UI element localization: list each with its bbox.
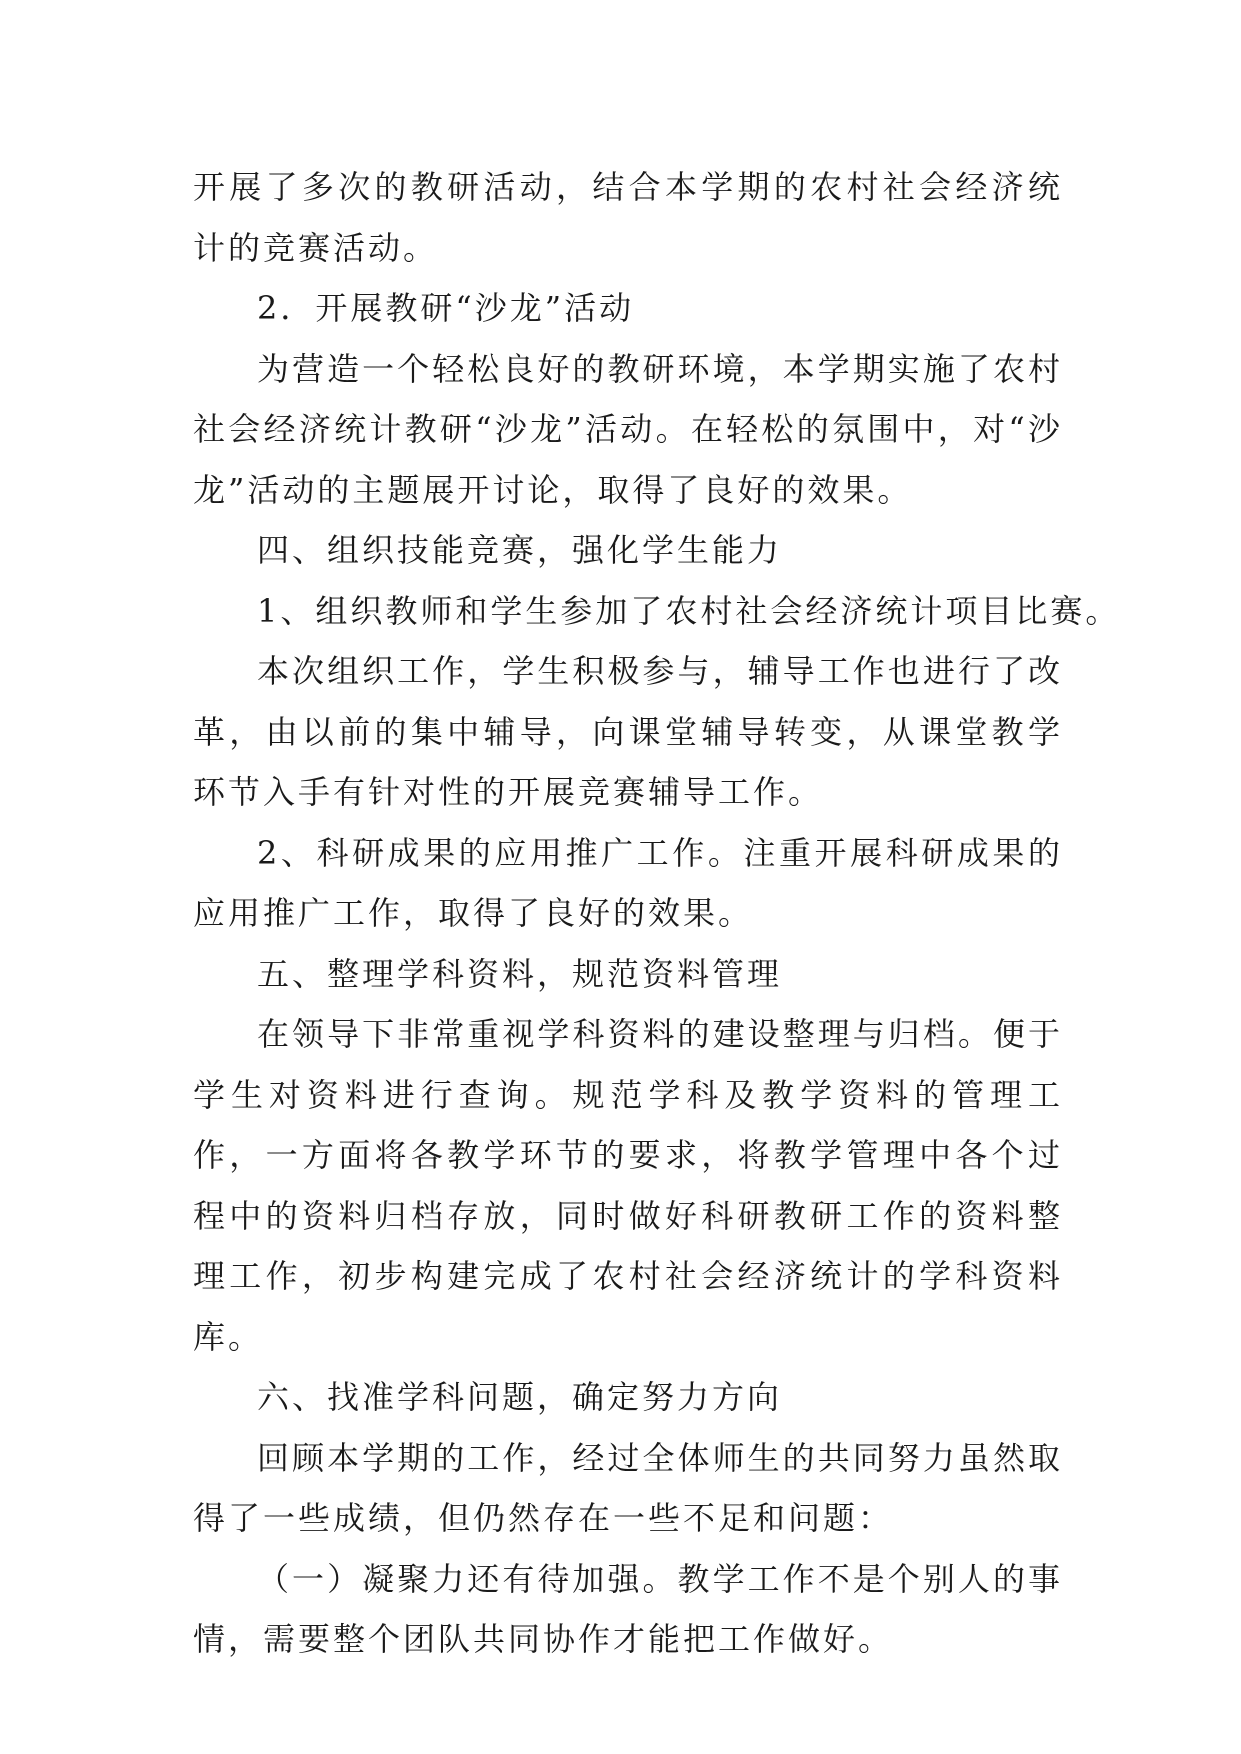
section-heading: 四、组织技能竞赛，强化学生能力 — [257, 531, 783, 569]
paragraph: 本次组织工作，学生积极参与，辅导工作也进行了改革，由以前的集中辅导，向课堂辅导转变，从课堂教学环节入手有针对性的开展竞赛辅导工作。 — [193, 652, 1063, 811]
paragraph: 为营造一个轻松良好的教研环境，本学期实施了农村社会经济统计教研“沙龙”活动。在轻松的氛围中，对“沙龙”活动的主题展开讨论，取得了良好的效果。 — [193, 349, 1063, 509]
paragraph: 开展了多次的教研活动，结合本学期的农村社会经济统计的竞赛活动。 — [193, 168, 1063, 267]
paragraph: （一）凝聚力还有待加强。教学工作不是个别人的事情，需要整个团队共同协作才能把工作做好。 — [193, 1559, 1063, 1658]
paragraph: 2、科研成果的应用推广工作。注重开展科研成果的应用推广工作，取得了良好的效果。 — [193, 833, 1063, 932]
body-text — [193, 157, 1121, 1670]
paragraph: 1、组织教师和学生参加了农村社会经济统计项目比赛。 — [257, 591, 1121, 630]
section-heading: 五、整理学科资料，规范资料管理 — [257, 954, 783, 993]
section-heading: 2．开展教研“沙龙”活动 — [257, 289, 635, 327]
paragraph: 在领导下非常重视学科资料的建设整理与归档。便于学生对资料进行查询。规范学科及教学资料的管理工作，一方面将各教学环节的要求，将教学管理中各个过程中的资料归档存放，同时做好科研教研工作的资料整理工作，初步构建完成了农村社会经济统计的学科资料库。 — [193, 1015, 1063, 1356]
paragraph: 回顾本学期的工作，经过全体师生的共同努力虽然取得了一些成绩，但仍然存在一些不足和问题： — [193, 1438, 1063, 1537]
section-heading: 六、找准学科问题，确定努力方向 — [257, 1378, 783, 1416]
